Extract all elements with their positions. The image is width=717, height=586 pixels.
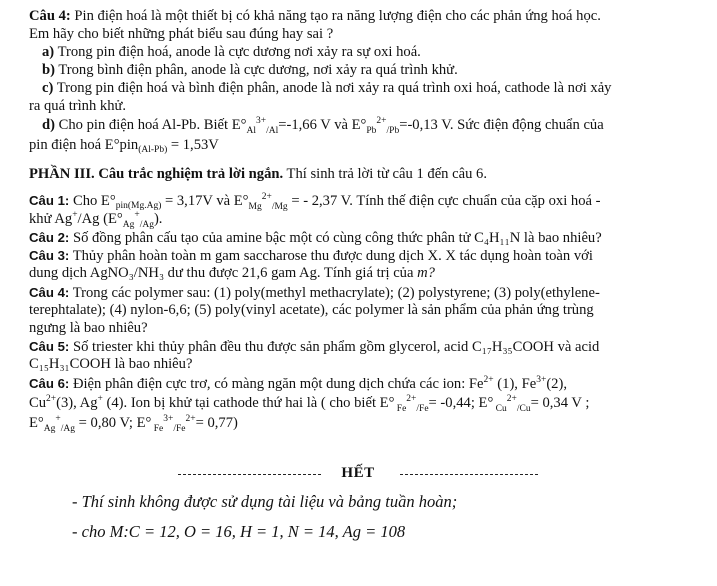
cau4b-line-3 [29,320,148,337]
cau4-d-al-slash: /Al [266,125,279,136]
cau6-l1s2: 3+ [536,375,547,386]
cau6-l2sub2: Cu [493,403,507,414]
note-1: - Thí sinh không được sử dụng tài liệu và bảng tuần hoàn; [72,492,458,511]
cau4b-l3: ngưng là bao nhiêu? [29,320,148,336]
cau6-l2a: Cu [29,395,47,411]
cau4-intro-1: Pin điện hoá là một thiết bị có khả năng tạo ra năng lượng điện cho các phản ứng hoá học. [74,8,601,24]
cau4-d-text-2sub: (Al-Pb) [138,145,168,155]
cau3-l2i: m? [417,265,435,281]
cau4-line-1 [29,8,601,25]
cau1-line-2 [29,211,162,228]
cau6-l3b: = 0,80 V; E° [75,415,152,431]
cau4b-line-2 [29,302,594,319]
note-2: - cho M:C = 12, O = 16, H = 1, N = 14, Ag = 108 [72,522,406,541]
cau5-l1: Số triester khi thủy phân đều thu được sản phẩm gồm glycerol, acid C₁₇H₃₅COOH và acid [69,339,600,355]
cau4-a-label: a) [42,44,55,60]
phan3-heading [29,166,487,183]
cau4-intro-2: Em hãy cho biết những phát biểu sau đúng hay sai ? [29,26,334,42]
cau4-d-text-2a: pin điện hoá E°pin [29,137,139,153]
cau1-t3: = - 2,37 V. Tính thế điện cực chuẩn của cặp oxi hoá - [287,193,601,209]
end-word: HẾT [341,465,375,481]
cau6-l1c: (2), [546,376,567,392]
cau6-l3sub2b: /Fe [173,423,186,434]
cau5-lead: Câu 5: [29,339,70,354]
cau4-d-al-sup: 3+ [256,116,267,127]
cau1-t1: Cho E° [69,193,116,209]
cau1-lead: Câu 1: [29,193,70,208]
cau4-lead: Câu 4: [29,8,71,24]
cau3-line-2 [29,265,435,282]
cau4-line-2 [29,26,333,43]
cau6-l2sub1b: /Fe [416,403,429,414]
cau6-l2sup4: 2+ [506,394,517,405]
cau3-line-1 [29,247,593,265]
cau5-line-2 [29,356,192,373]
cau4-item-c [42,80,611,97]
cau1-l2sub2: /Ag [139,219,154,230]
cau1-l2a: khử Ag [29,211,73,227]
cau4-d-text-1: Cho pin điện hoá Al-Pb. Biết E° [58,117,247,133]
cau4-item-c-cont [29,98,126,115]
cau4-d-label: d) [42,117,55,133]
cau5-l2: C₁₅H₃₁COOH là bao nhiêu? [29,356,193,372]
cau1-t1sub: pin(Mg.Ag) [115,201,162,211]
cau4-d-text-2b: = 1,53V [167,137,219,153]
cau6-l3sub2: Fe [151,423,164,434]
cau4-d-al-val: =-1,66 V và E° [278,117,367,133]
cau6-line-3 [29,415,238,432]
cau4-d-pb-val: =-0,13 V. Sức điện động chuẩn của [399,117,604,133]
cau1-l2c: ). [153,211,163,227]
cau1-t2sub2: /Mg [271,201,288,212]
cau6-l2sub2b: /Cu [516,403,531,414]
cau4-c-text-2: ra quá trình khử. [29,98,127,114]
cau6-l3c: = 0,77) [195,415,238,431]
cau6-l1a: Điện phân điện cực trơ, có màng ngăn một dung dịch chứa các ion: Fe [69,376,484,392]
cau4-a-text: Trong pin điện hoá, anode là cực dương nơi xảy ra sự oxi hoá. [57,44,421,60]
cau6-l2sup3: 2+ [406,394,417,405]
cau4-c-text-1: Trong pin điện hoá và bình điện phân, anode là nơi xảy ra quá trình oxi hoá, cathode là nơi xảy [56,80,612,96]
cau6-line-1 [29,375,567,393]
end-dash-right [400,474,538,475]
cau4-d-pb: Pb [366,125,377,136]
cau1-t2: = 3,17V và E° [161,193,249,209]
cau4-item-d [42,117,604,134]
cau4b-l1: Trong các polymer sau: (1) poly(methyl methacrylate); (2) polystyrene; (3) poly(ethylene- [69,285,600,301]
cau4-b-label: b) [42,62,55,78]
cau6-l2s2: + [97,394,103,405]
cau1-l2sub: Ag [122,219,135,230]
cau1-l2sup2: + [134,210,140,221]
cau4-item-a [42,44,421,61]
cau4b-line-1 [29,284,600,302]
cau2-line [29,229,602,247]
end-divider [178,465,538,485]
cau4-b-text: Trong bình điện phân, anode là cực dương, nơi xảy ra quá trình khử. [58,62,458,78]
cau4-d-al: Al [246,125,256,136]
cau4-item-d-cont [29,137,219,159]
cau3-l2: dung dịch AgNO₃/NH₃ dư thu được 21,6 gam Ag. Tính giá trị của [29,265,418,281]
cau1-l2b: /Ag (E° [77,211,123,227]
cau4b-lead: Câu 4: [29,285,70,300]
cau4-c-label: c) [42,80,54,96]
cau2-lead: Câu 2: [29,230,70,245]
cau6-l2d: = -0,44; E° [428,395,494,411]
cau3-lead: Câu 3: [29,248,70,263]
cau6-l2c: (4). Ion bị khử tại cathode thứ hai là ( cho biết E° [102,395,395,411]
cau6-l3sup1: + [55,414,61,425]
cau4-d-pb-sup: 2+ [376,116,387,127]
cau6-l2b: (3), Ag [56,395,98,411]
cau6-l2e: = 0,34 V ; [530,395,590,411]
cau4-item-b [42,62,458,79]
cau6-l3sup2b: 2+ [185,414,196,425]
cau6-l3sub1: Ag [43,423,56,434]
cau6-l1s1: 2+ [483,375,494,386]
phan3-title: PHẦN III. Câu trắc nghiệm trả lời ngắn. [29,166,284,182]
cau4-d-pb-slash: /Pb [386,125,400,136]
cau6-line-2 [29,395,589,412]
cau1-l2sup: + [72,210,78,221]
cau6-l3sub1b: /Ag [60,423,75,434]
cau6-l3sup2: 3+ [163,414,174,425]
cau6-lead: Câu 6: [29,376,70,391]
phan3-note: Thí sinh trả lời từ câu 1 đến câu 6. [283,166,487,182]
cau1-t2sub: Mg [248,201,262,212]
cau6-l1b: (1), Fe [493,376,537,392]
cau6-l2sub1: Fe [394,403,407,414]
cau6-l3a: E° [29,415,44,431]
cau3-l1: Thủy phân hoàn toàn m gam saccharose thu được dung dịch X. X tác dụng hoàn toàn với [69,248,593,264]
cau2-text: Số đồng phân cấu tạo của amine bậc một có cùng công thức phân tử C₄H₁₁N là bao nhiêu? [69,230,602,246]
cau1-t2sup: 2+ [261,192,272,203]
cau5-line-1 [29,338,599,356]
cau4b-l2: terephtalate); (4) nylon-6,6; (5) poly(vinyl acetate), các polymer là sản phẩm của phản ứng trùng [29,302,594,318]
cau6-l2s1: 2+ [46,394,57,405]
